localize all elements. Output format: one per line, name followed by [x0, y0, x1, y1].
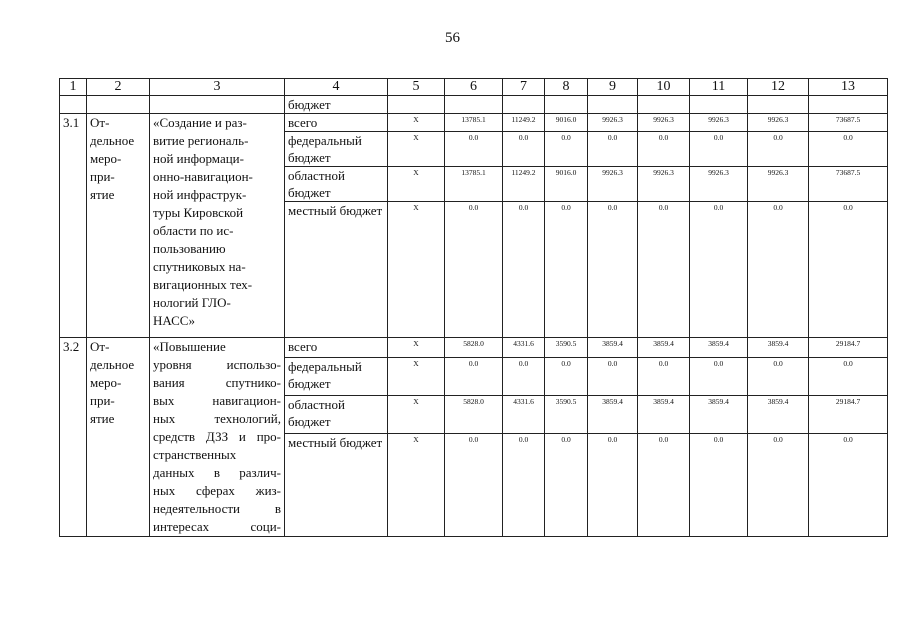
- amount-cell: 0.0: [638, 434, 690, 537]
- amount-cell: 3590.5: [545, 338, 588, 358]
- column-header: 3: [150, 79, 285, 96]
- amount-cell: 11249.2: [503, 114, 545, 132]
- carryover-row: [60, 96, 888, 114]
- amount-cell: 3859.4: [748, 338, 809, 358]
- empty-cell: [60, 96, 87, 114]
- amount-cell: 0.0: [748, 202, 809, 338]
- measure-title-line: странственных: [153, 447, 237, 462]
- amount-cell: 3590.5: [545, 395, 588, 433]
- measure-index: 3.1: [60, 114, 87, 338]
- measure-title-line: вигационных тех-: [153, 277, 253, 292]
- x-mark-cell: X: [388, 202, 445, 338]
- amount-cell: 0.0: [588, 132, 638, 167]
- measure-kind: [87, 114, 150, 338]
- column-header: 7: [503, 79, 545, 96]
- measure-kind: [87, 338, 150, 537]
- measure-title-line: витие региональ-: [153, 133, 249, 148]
- funding-source: всего: [285, 338, 388, 358]
- measure-title-line: ных технологий,: [153, 411, 281, 426]
- budget-table: [59, 78, 888, 537]
- measure-kind-line: ятие: [90, 411, 115, 426]
- empty-cell: [748, 96, 809, 114]
- funding-source: федеральный бюджет: [285, 357, 388, 395]
- amount-cell: 13785.1: [445, 167, 503, 202]
- measure-title-line: «Повышение: [153, 339, 226, 354]
- column-header: 4: [285, 79, 388, 96]
- amount-cell: 9926.3: [690, 167, 748, 202]
- measure-kind-line: меро-: [90, 375, 122, 390]
- funding-source: федеральный бюджет: [285, 132, 388, 167]
- empty-cell: [87, 96, 150, 114]
- amount-cell: 9926.3: [638, 114, 690, 132]
- measure-title-line: ных сферах жиз-: [153, 483, 281, 498]
- amount-cell: 0.0: [445, 357, 503, 395]
- amount-cell: 0.0: [503, 202, 545, 338]
- amount-cell: 0.0: [690, 202, 748, 338]
- column-header: 12: [748, 79, 809, 96]
- amount-cell: 0.0: [588, 434, 638, 537]
- amount-cell: 13785.1: [445, 114, 503, 132]
- measure-title-line: вых навигацион-: [153, 393, 281, 408]
- amount-cell: 29184.7: [809, 338, 888, 358]
- measure-index: 3.2: [60, 338, 87, 537]
- empty-cell: [503, 96, 545, 114]
- empty-cell: [445, 96, 503, 114]
- measure-title-line: данных в различ-: [153, 465, 281, 480]
- amount-cell: 3859.4: [588, 395, 638, 433]
- amount-cell: 0.0: [690, 434, 748, 537]
- amount-cell: 0.0: [503, 357, 545, 395]
- amount-cell: 0.0: [445, 132, 503, 167]
- empty-cell: [690, 96, 748, 114]
- funding-source: местный бюджет: [285, 434, 388, 537]
- amount-cell: 0.0: [545, 132, 588, 167]
- measure-title-line: уровня использо-: [153, 357, 281, 372]
- measure-title-line: спутниковых на-: [153, 259, 246, 274]
- measure-kind-line: дельное: [90, 357, 135, 372]
- amount-cell: 9926.3: [690, 114, 748, 132]
- column-header: 1: [60, 79, 87, 96]
- measure-title-line: области по ис-: [153, 223, 234, 238]
- funding-source: областной бюджет: [285, 167, 388, 202]
- amount-cell: 3859.4: [588, 338, 638, 358]
- amount-cell: 9926.3: [588, 167, 638, 202]
- amount-cell: 0.0: [809, 132, 888, 167]
- funding-source: местный бюджет: [285, 202, 388, 338]
- empty-cell: [588, 96, 638, 114]
- empty-cell: [638, 96, 690, 114]
- measure-title-line: интересах соци-: [153, 519, 281, 534]
- measure-title-line: пользованию: [153, 241, 226, 256]
- amount-cell: 9926.3: [588, 114, 638, 132]
- funding-source: областной бюджет: [285, 395, 388, 433]
- amount-cell: 4331.6: [503, 338, 545, 358]
- amount-cell: 0.0: [748, 132, 809, 167]
- measure-kind-line: меро-: [90, 151, 122, 166]
- amount-cell: 0.0: [690, 357, 748, 395]
- amount-cell: 5828.0: [445, 395, 503, 433]
- measure-title: [150, 114, 285, 338]
- amount-cell: 0.0: [588, 202, 638, 338]
- measure-kind-line: дельное: [90, 133, 135, 148]
- x-mark-cell: X: [388, 434, 445, 537]
- empty-cell: [809, 96, 888, 114]
- measure-title-line: средств ДЗЗ и про-: [153, 429, 281, 444]
- measure-kind-line: ятие: [90, 187, 115, 202]
- column-header: 11: [690, 79, 748, 96]
- measure-title-line: НАСС»: [153, 313, 195, 328]
- amount-cell: 0.0: [503, 434, 545, 537]
- amount-cell: 0.0: [809, 357, 888, 395]
- measure-kind-line: при-: [90, 169, 115, 184]
- measure-title-line: «Создание и раз-: [153, 115, 247, 130]
- amount-cell: 0.0: [748, 357, 809, 395]
- amount-cell: 73687.5: [809, 167, 888, 202]
- column-header: 5: [388, 79, 445, 96]
- amount-cell: 0.0: [809, 202, 888, 338]
- header-row: [60, 79, 888, 96]
- x-mark-cell: X: [388, 132, 445, 167]
- empty-cell: [388, 96, 445, 114]
- column-header: 2: [87, 79, 150, 96]
- measure-title-line: ной инфраструк-: [153, 187, 247, 202]
- table-row: [60, 114, 888, 132]
- measure-title-line: вания спутнико-: [153, 375, 281, 390]
- x-mark-cell: X: [388, 338, 445, 358]
- amount-cell: 3859.4: [748, 395, 809, 433]
- empty-cell: [545, 96, 588, 114]
- amount-cell: 3859.4: [690, 395, 748, 433]
- amount-cell: 3859.4: [690, 338, 748, 358]
- column-header: 6: [445, 79, 503, 96]
- empty-cell: [150, 96, 285, 114]
- amount-cell: 0.0: [588, 357, 638, 395]
- amount-cell: 0.0: [690, 132, 748, 167]
- x-mark-cell: X: [388, 167, 445, 202]
- amount-cell: 0.0: [545, 357, 588, 395]
- amount-cell: 11249.2: [503, 167, 545, 202]
- amount-cell: 9016.0: [545, 167, 588, 202]
- measure-title-line: недеятельности в: [153, 501, 281, 516]
- measure-kind-line: От-: [90, 339, 110, 354]
- measure-title-line: туры Кировской: [153, 205, 244, 220]
- column-header: 9: [588, 79, 638, 96]
- amount-cell: 0.0: [545, 434, 588, 537]
- measure-title-line: онно-навигацион-: [153, 169, 253, 184]
- x-mark-cell: X: [388, 395, 445, 433]
- amount-cell: 3859.4: [638, 395, 690, 433]
- column-header: 13: [809, 79, 888, 96]
- measure-kind-line: при-: [90, 393, 115, 408]
- amount-cell: 0.0: [748, 434, 809, 537]
- amount-cell: 9016.0: [545, 114, 588, 132]
- measure-title: [150, 338, 285, 537]
- column-header: 8: [545, 79, 588, 96]
- x-mark-cell: X: [388, 114, 445, 132]
- column-header: 10: [638, 79, 690, 96]
- amount-cell: 5828.0: [445, 338, 503, 358]
- x-mark-cell: X: [388, 357, 445, 395]
- amount-cell: 0.0: [809, 434, 888, 537]
- measure-title-line: ной информаци-: [153, 151, 244, 166]
- measure-kind-line: От-: [90, 115, 110, 130]
- amount-cell: 4331.6: [503, 395, 545, 433]
- page-number: 56: [445, 30, 460, 46]
- amount-cell: 9926.3: [748, 167, 809, 202]
- amount-cell: 0.0: [638, 357, 690, 395]
- amount-cell: 0.0: [445, 202, 503, 338]
- amount-cell: 9926.3: [638, 167, 690, 202]
- amount-cell: 0.0: [503, 132, 545, 167]
- funding-source: всего: [285, 114, 388, 132]
- amount-cell: 0.0: [638, 202, 690, 338]
- measure-title-line: нологий ГЛО-: [153, 295, 231, 310]
- amount-cell: 29184.7: [809, 395, 888, 433]
- source-cell: бюджет: [285, 96, 388, 114]
- amount-cell: 73687.5: [809, 114, 888, 132]
- amount-cell: 0.0: [638, 132, 690, 167]
- table-row: [60, 338, 888, 358]
- amount-cell: 3859.4: [638, 338, 690, 358]
- amount-cell: 9926.3: [748, 114, 809, 132]
- amount-cell: 0.0: [545, 202, 588, 338]
- amount-cell: 0.0: [445, 434, 503, 537]
